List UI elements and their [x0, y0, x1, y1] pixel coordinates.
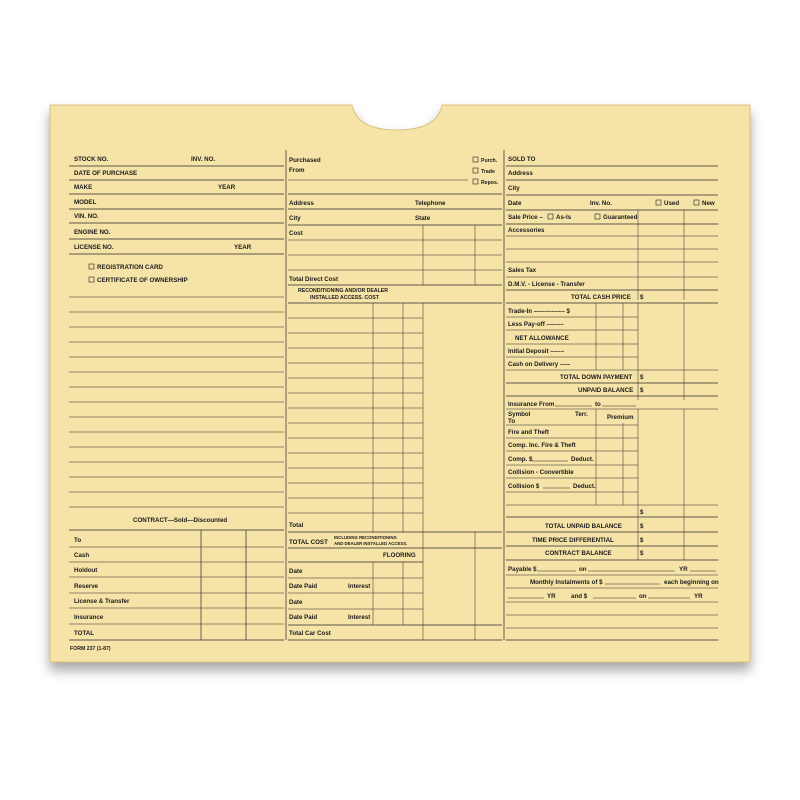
cost-label: Cost [289, 230, 303, 237]
less-payoff-label: Less Pay-off ––––– [508, 321, 564, 328]
symbol-to-label: To [508, 418, 516, 425]
initial-deposit-label: Initial Deposit –––– [508, 348, 565, 355]
dollar-sign-6: $ [640, 537, 644, 544]
dollar-sign-5: $ [640, 523, 644, 530]
sale-price-label: Sale Price – [508, 214, 543, 221]
license-no-label: LICENSE NO. [74, 244, 114, 251]
inv-no-label: INV. NO. [191, 156, 216, 163]
contract-header: CONTRACT—Sold—Discounted [133, 517, 228, 524]
dollar-sign-2: $ [640, 374, 644, 381]
flooring-header: FLOORING [383, 552, 416, 559]
payable-label: Payable $ [508, 566, 537, 573]
date-of-purchase-label: DATE OF PURCHASE [74, 170, 138, 177]
contract-balance-label: CONTRACT BALANCE [545, 550, 612, 557]
total-cost-note-1: INCLUDING RECONDITIONING [334, 535, 397, 540]
sold-address-label: Address [508, 170, 533, 177]
new-label: New [702, 200, 715, 207]
and-label: and $ [571, 593, 588, 600]
and-yr-label: YR [694, 593, 703, 600]
year-label: YEAR [218, 184, 236, 191]
total-down-payment-label: TOTAL DOWN PAYMENT [560, 374, 633, 381]
dmv-label: D.M.V. - License - Transfer [508, 281, 585, 288]
contract-row-cash: Cash [74, 552, 90, 559]
total-car-cost-label: Total Car Cost [289, 630, 331, 637]
registration-card-label: REGISTRATION CARD [97, 264, 163, 271]
flooring-date-1: Date [289, 568, 303, 575]
contract-row-holdout: Holdout [74, 567, 98, 574]
guaranteed-label: Guaranteed [603, 214, 638, 221]
used-label: Used [664, 200, 680, 207]
year-label-2: YEAR [234, 244, 252, 251]
as-is-label: As-Is [556, 214, 572, 221]
dollar-sign-4: $ [640, 509, 644, 516]
flooring-interest-2: Interest [348, 614, 371, 621]
symbol-label: Symbol [508, 411, 531, 418]
sold-date-label: Date [508, 200, 522, 207]
insurance-to-label: to [595, 401, 601, 408]
purchased-label: Purchased [289, 157, 321, 164]
cash-on-delivery-label: Cash on Delivery ––– [508, 361, 571, 368]
stock-no-label: STOCK NO. [74, 156, 109, 163]
make-label: MAKE [74, 184, 93, 191]
each-beginning-label: each beginning on [664, 579, 719, 586]
contract-row-reserve: Reserve [74, 583, 99, 590]
sales-tax-label: Sales Tax [508, 267, 537, 274]
total-unpaid-balance-label: TOTAL UNPAID BALANCE [545, 523, 622, 530]
form-id: FORM 237 (1-87) [70, 646, 111, 652]
flooring-interest-1: Interest [348, 583, 371, 590]
from-label: From [289, 167, 305, 174]
flooring-date-2: Date [289, 599, 303, 606]
premium-label: Premium [607, 414, 634, 421]
purch-label: Purch. [481, 158, 498, 164]
unpaid-balance-label: UNPAID BALANCE [578, 387, 634, 394]
sold-city-label: City [508, 185, 520, 192]
total-cash-price-label: TOTAL CASH PRICE [571, 294, 631, 301]
accessories-label: Accessories [508, 227, 545, 234]
monthly-yr-label: YR [547, 593, 556, 600]
collision-conv-label: Collision - Convertible [508, 469, 574, 476]
flooring-date-paid-1: Date Paid [289, 583, 318, 590]
time-price-differential-label: TIME PRICE DIFFERENTIAL [532, 537, 614, 544]
comp-inc-label: Comp. Inc. Fire & Theft [508, 442, 576, 449]
city-label: City [289, 215, 301, 222]
contract-row-insurance: Insurance [74, 614, 104, 621]
telephone-label: Telephone [415, 200, 446, 207]
repos-label: Repos. [481, 180, 499, 186]
fire-theft-label: Fire and Theft [508, 429, 549, 436]
certificate-label: CERTIFICATE OF OWNERSHIP [97, 277, 188, 284]
total-cost-note-2: AND DEALER INSTALLED ACCESS. [334, 541, 408, 546]
address-label: Address [289, 200, 314, 207]
comp-label: Comp. $ [508, 456, 533, 463]
contract-row-total: TOTAL [74, 630, 95, 637]
dollar-sign-7: $ [640, 550, 644, 557]
state-label: State [415, 215, 431, 222]
model-label: MODEL [74, 199, 97, 206]
total-cost-label: TOTAL COST [289, 539, 328, 546]
contract-row-license: License & Transfer [74, 598, 130, 605]
terr-label: Terr. [575, 411, 588, 418]
trade-label: Trade [481, 169, 495, 175]
recon-header-1: RECONDITIONING AND/OR DEALER [298, 288, 389, 294]
payable-on-label: on [579, 566, 587, 573]
dollar-sign-1: $ [640, 294, 644, 301]
contract-row-to: To [74, 537, 82, 544]
dollar-sign-3: $ [640, 387, 644, 394]
recon-total-label: Total [289, 522, 304, 529]
flooring-date-paid-2: Date Paid [289, 614, 318, 621]
trade-in-label: Trade-In ––––––––– $ [508, 308, 570, 315]
total-direct-cost-label: Total Direct Cost [289, 276, 339, 283]
recon-header-2: INSTALLED ACCESS. COST [310, 295, 379, 301]
monthly-label: Monthly Instalments of $ [530, 579, 603, 586]
insurance-from-label: Insurance From [508, 401, 555, 408]
collision-label: Collision $ [508, 483, 540, 490]
sold-to-label: SOLD TO [508, 156, 536, 163]
payable-yr-label: YR [679, 566, 688, 573]
vin-no-label: VIN. NO. [74, 213, 99, 220]
comp-deduct-label: Deduct. [571, 456, 594, 463]
collision-deduct-label: Deduct. [573, 483, 596, 490]
and-on-label: on [639, 593, 647, 600]
sold-inv-no-label: Inv. No. [590, 200, 612, 207]
folder-paper [50, 105, 750, 662]
engine-no-label: ENGINE NO. [74, 229, 111, 236]
net-allowance-label: NET ALLOWANCE [515, 335, 569, 342]
